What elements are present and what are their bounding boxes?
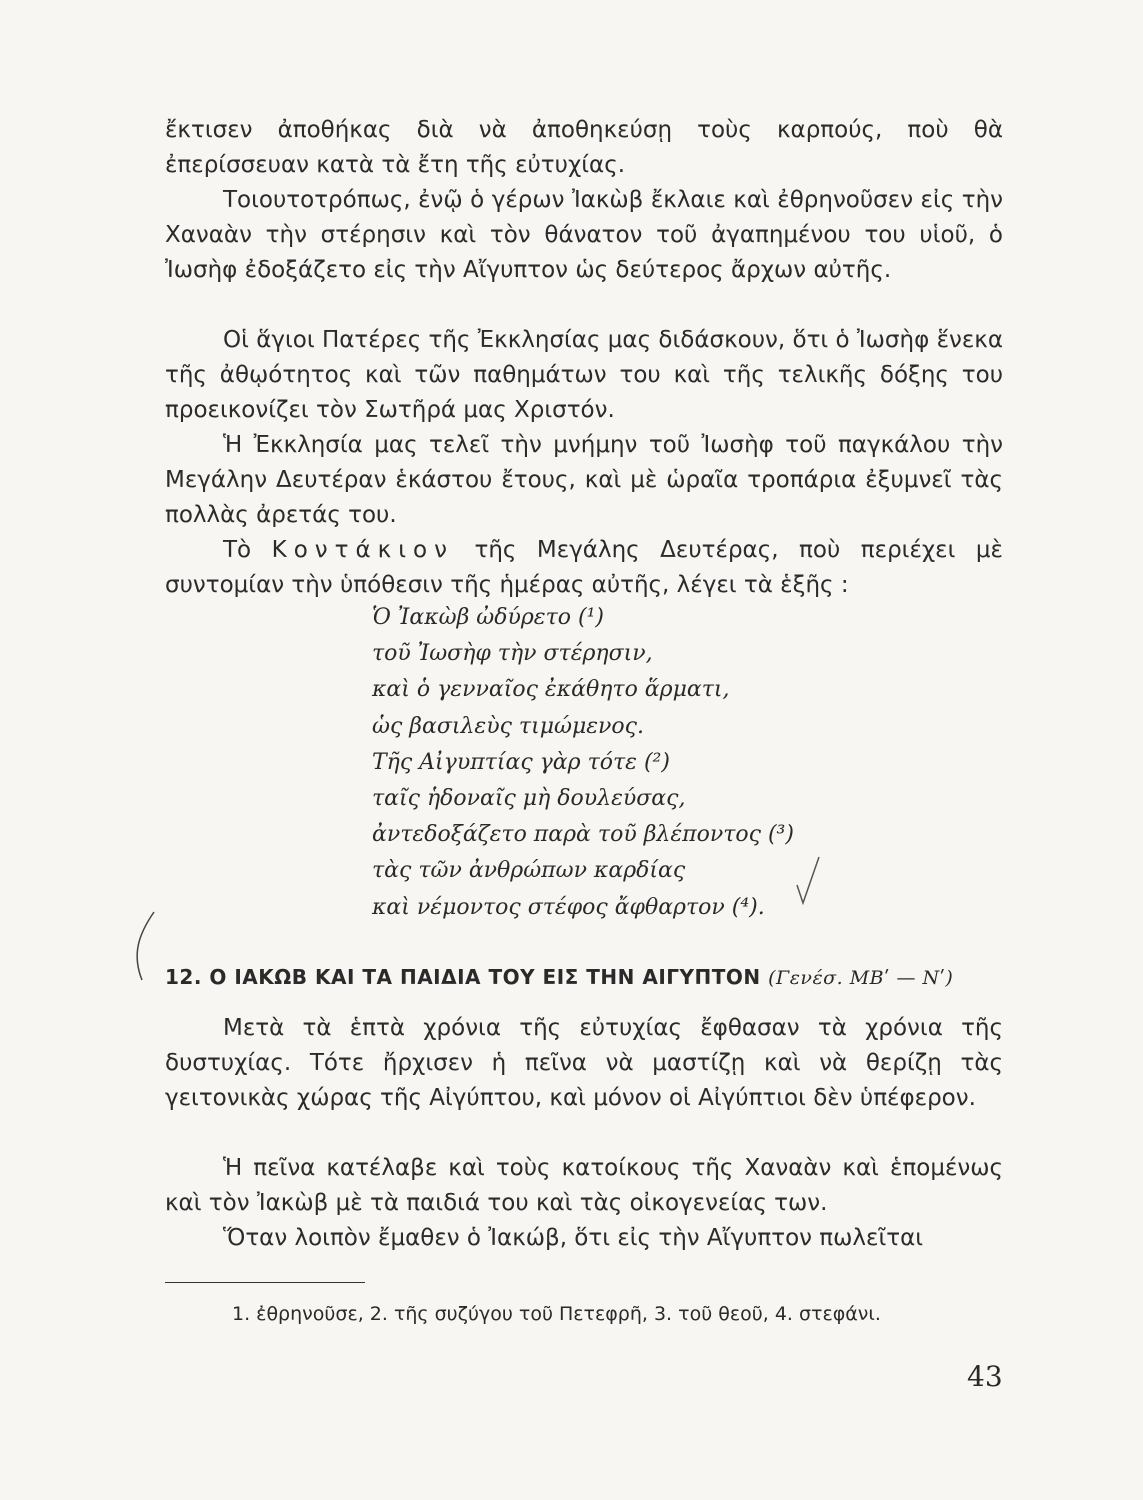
paragraph-4: Ἡ Ἐκκλησία μας τελεῖ τὴν μνήμην τοῦ Ἰωσὴφ τοῦ παγκάλου τὴν Μεγάλην Δευτέραν ἑκάστου ἔτους, καὶ μὲ ὡραῖα τροπάρια ἐξυμνεῖ τὰς πολλὰς ἀρετάς του. — [165, 432, 1003, 528]
section-title: 12. Ο ΙΑΚΩΒ ΚΑΙ ΤΑ ΠΑΙΔΙΑ ΤΟΥ ΕΙΣ ΤΗΝ ΑΙΓΥΠΤΟΝ — [165, 965, 761, 989]
section-reference: (Γενέσ. ΜΒʹ — Νʹ) — [768, 967, 954, 989]
paragraph-6: Μετὰ τὰ ἑπτὰ χρόνια τῆς εὐτυχίας ἔφθασαν τὰ χρόνια τῆς δυστυχίας. Τότε ἤρχισεν ἡ πεῖνα νὰ μαστίζῃ καὶ νὰ θερίζῃ τὰς γειτονικὰς χώρας τῆς Αἰγύπτου, καὶ μόνον οἱ Αἰγύπτιοι δὲν ὑπέφερον. — [165, 1015, 1003, 1111]
paragraph-8: Ὅταν λοιπὸν ἔμαθεν ὁ Ἰακώβ, ὅτι εἰς τὴν Αἴγυπτον πωλεῖται — [223, 1225, 924, 1251]
pencil-check-mark-icon — [795, 855, 821, 905]
hymn-line: τὰς τῶν ἀνθρώπων καρδίας — [372, 858, 686, 884]
hymn-line: Τῆς Αἰγυπτίας γὰρ τότε (²) — [372, 749, 670, 775]
hymn-line: τοῦ Ἰωσὴφ τὴν στέρησιν, — [372, 641, 653, 667]
paragraph-5-end: τῆς Μεγάλης Δευτέρας, ποὺ περιέχει μὲ συντομίαν τὴν ὑπόθεσιν τῆς ἡμέρας αὐτῆς, λέγει τὰ ἑξῆς : — [165, 537, 1003, 598]
hymn-line: Ὁ Ἰακὼβ ὠδύρετο (¹) — [372, 605, 604, 630]
hymn-line: καὶ νέμοντος στέφος ἄφθαρτον (⁴). — [372, 894, 765, 920]
footnote: 1. ἐθρηνοῦσε, 2. τῆς συζύγου τοῦ Πετεφρῆ, 3. τοῦ θεοῦ, 4. στεφάνι. — [232, 1303, 881, 1325]
hymn-line: ὡς βασιλεὺς τιμώμενος. — [372, 713, 644, 739]
page-number: 43 — [967, 1360, 1003, 1393]
hymn-line: καὶ ὁ γενναῖος ἐκάθητο ἅρματι, — [372, 677, 730, 703]
kontakion-term: Κοντάκιον — [271, 537, 454, 563]
paragraph-7: Ἡ πεῖνα κατέλαβε καὶ τοὺς κατοίκους τῆς Χαναὰν καὶ ἑπομένως καὶ τὸν Ἰακὼβ μὲ τὰ παιδιά του καὶ τὰς οἰκογενείας των. — [165, 1155, 1003, 1216]
paragraph-5 — [165, 533, 1003, 603]
pencil-margin-mark-icon — [128, 910, 158, 990]
footnote-divider — [165, 1282, 365, 1283]
hymn-line: ἀντεδοξάζετο παρὰ τοῦ βλέποντος (³) — [372, 822, 794, 848]
paragraph-2: Τοιουτοτρόπως, ἐνῷ ὁ γέρων Ἰακὼβ ἔκλαιε καὶ ἐθρηνοῦσεν εἰς τὴν Χαναὰν τὴν στέρησιν καὶ τὸν θάνατον τοῦ ἀγαπημένου του υἱοῦ, ὁ Ἰωσὴφ ἐδοξάζετο εἰς τὴν Αἴγυπτον ὡς δεύτερος ἄρχων αὐτῆς. — [165, 187, 1003, 283]
paragraph-1: ἔκτισεν ἀποθήκας διὰ νὰ ἀποθηκεύσῃ τοὺς καρπούς, ποὺ θὰ ἐπερίσσευαν κατὰ τὰ ἔτη τῆς εὐτυχίας. — [165, 117, 1003, 178]
paragraph-5-start: Τὸ — [223, 537, 272, 563]
kontakion-hymn — [372, 600, 794, 926]
section-heading — [165, 965, 1015, 989]
hymn-line: ταῖς ἡδοναῖς μὴ δουλεύσας, — [372, 786, 686, 812]
paragraph-3: Οἱ ἅγιοι Πατέρες τῆς Ἐκκλησίας μας διδάσκουν, ὅτι ὁ Ἰωσὴφ ἕνεκα τῆς ἀθῳότητος καὶ τῶν παθημάτων του καὶ τῆς τελικῆς δόξης του προεικονίζει τὸν Σωτῆρά μας Χριστόν. — [165, 327, 1003, 423]
